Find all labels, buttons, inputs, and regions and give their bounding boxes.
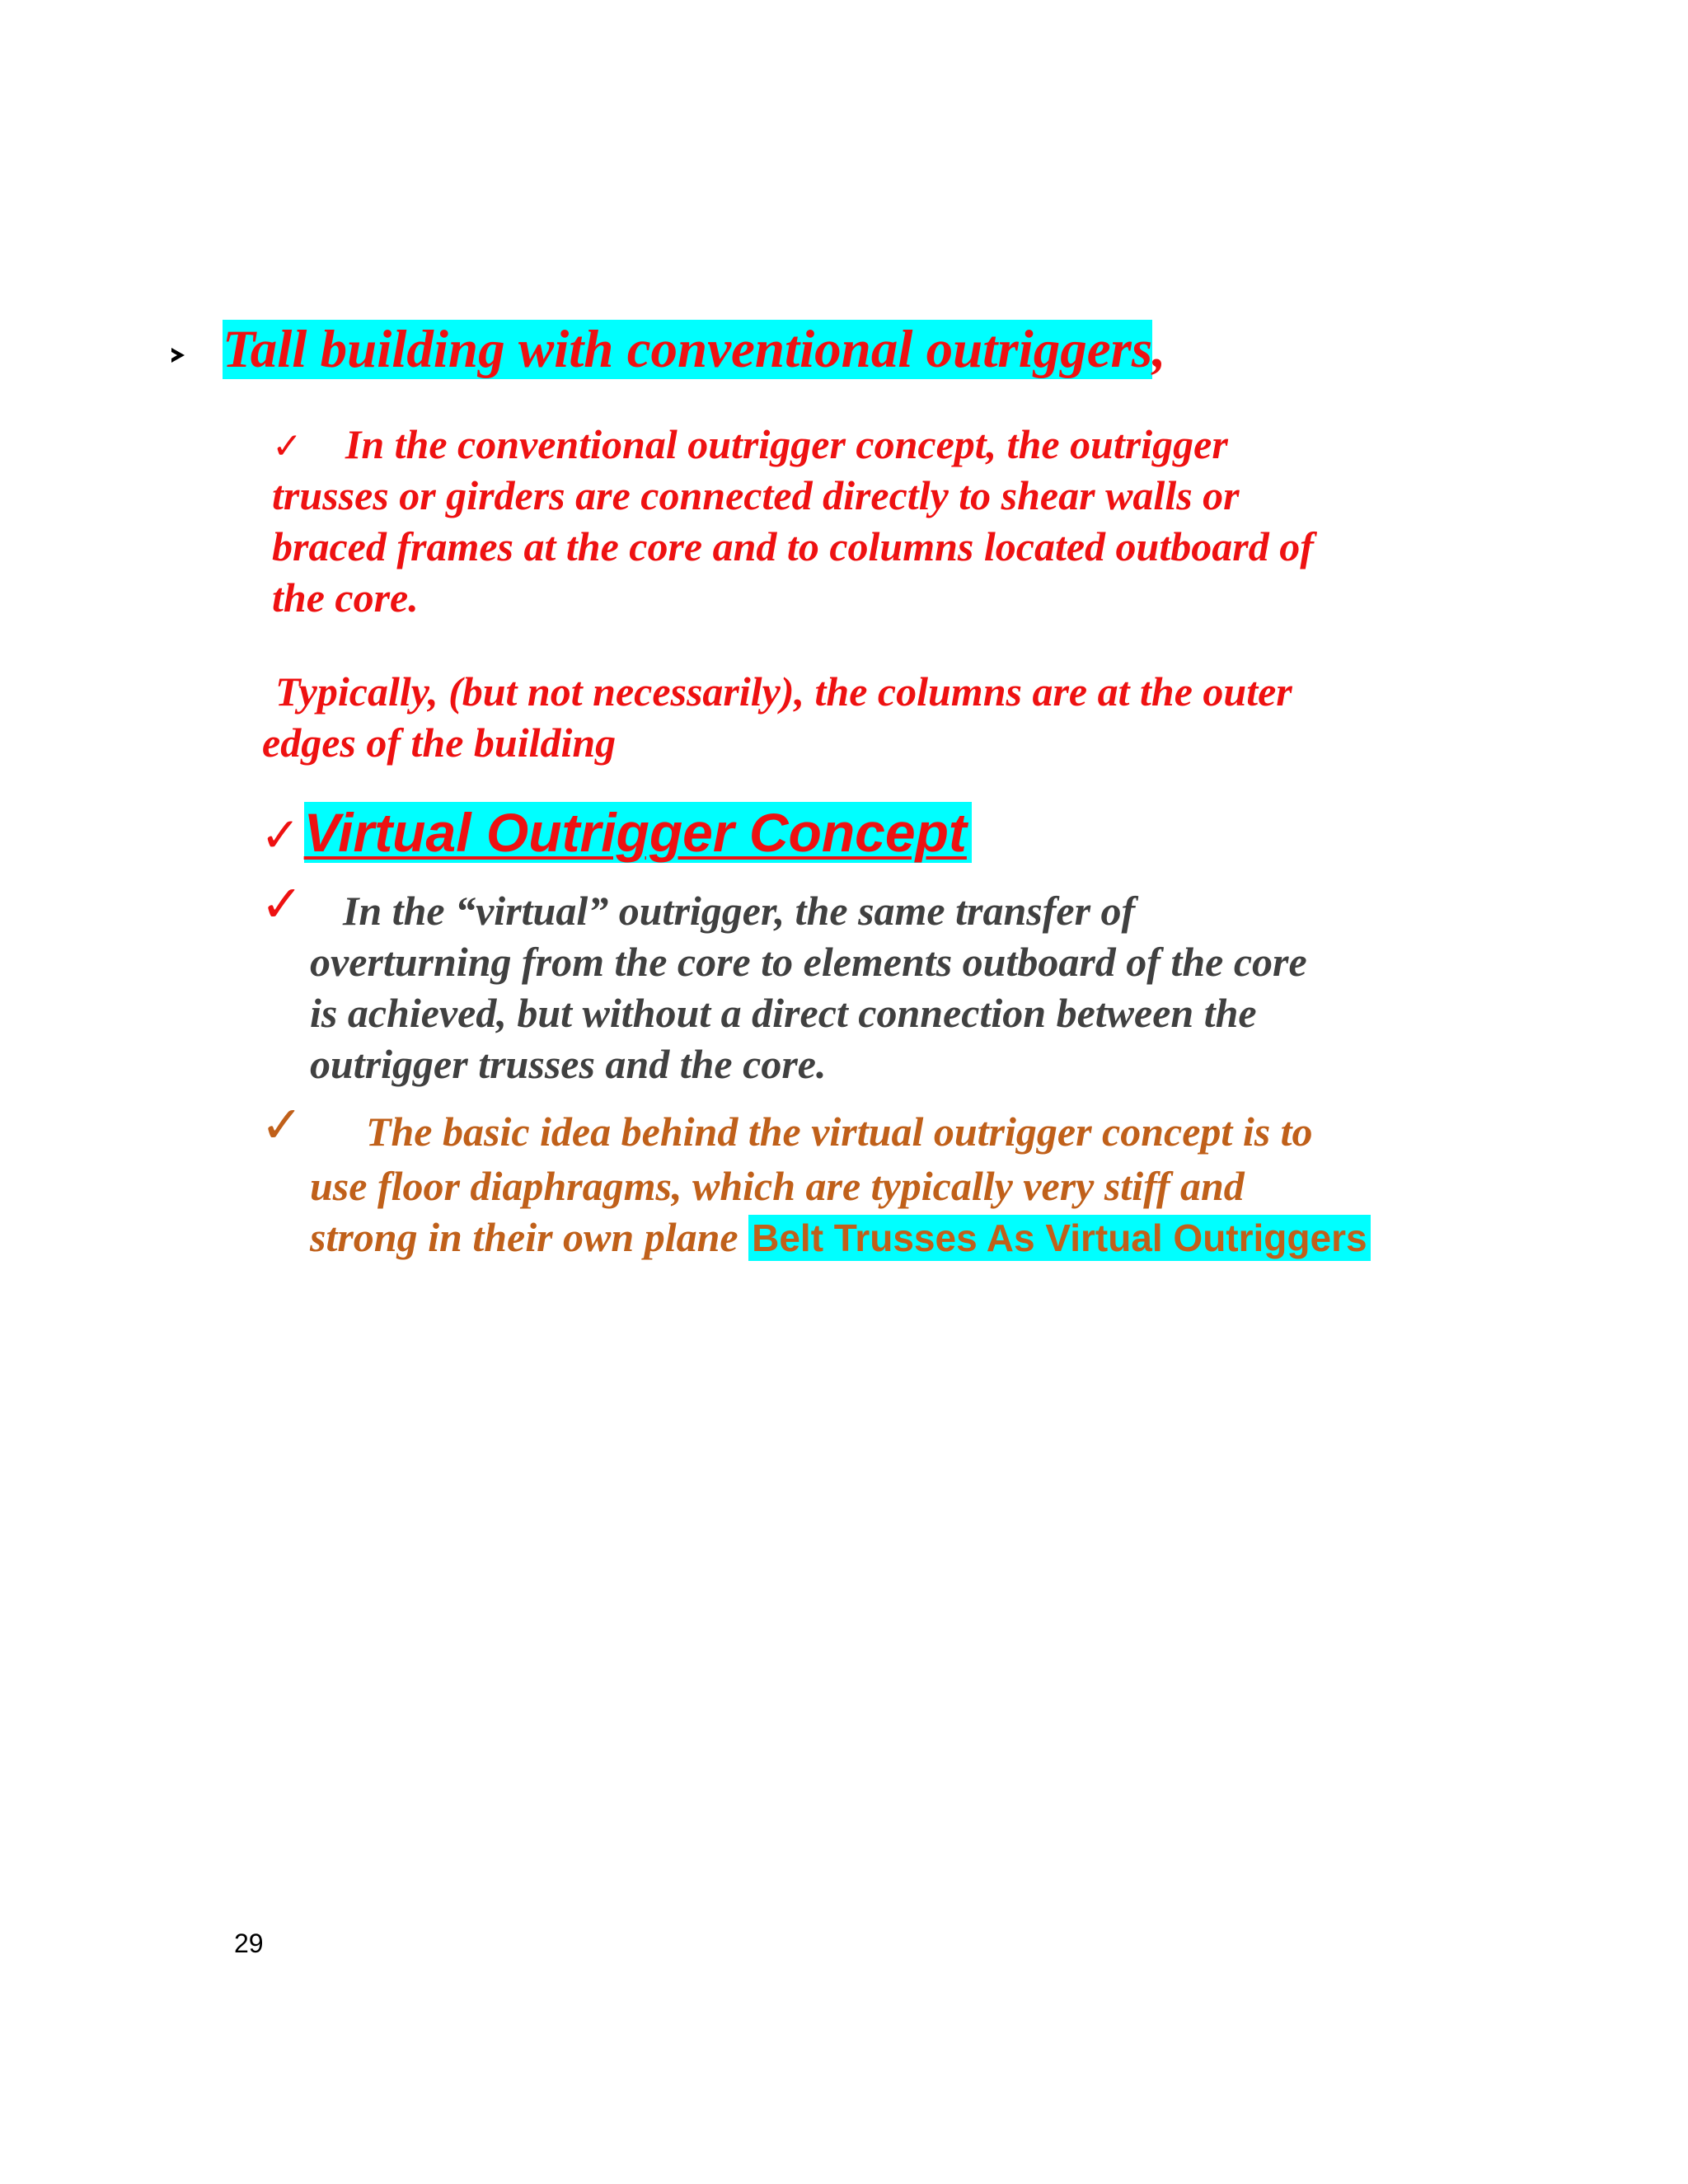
section-heading-virtual [260,798,972,867]
basic-idea-para-line-1 [260,1094,1313,1157]
arrowhead-bullet-icon [171,348,185,363]
para-text: In the conventional outrigger concept, the outrigger [345,421,1228,467]
conventional-para-line-1 [272,419,1228,472]
conventional-para-line-4: the core. [272,574,419,621]
checkmark-icon: ✓ [260,807,301,863]
page-number: 29 [234,1929,264,1958]
virtual-para-line-3: is achieved, but without a direct connection between the [310,990,1257,1036]
heading-highlight: Virtual Outrigger Concept [304,802,972,863]
typically-para-line-1: Typically, (but not necessarily), the columns are at the outer [275,668,1292,715]
section-heading-conventional [223,316,1165,382]
basic-idea-para-line-3 [310,1212,1371,1263]
typically-para-line-2: edges of the building [262,719,617,766]
virtual-para-line-4: outrigger trusses and the core. [310,1041,827,1087]
heading-comma: , [1152,320,1166,379]
virtual-para-line-1 [260,874,1136,936]
checkmark-icon: ✓ [260,1094,303,1155]
para-text: In the “virtual” outrigger, the same transfer of [342,888,1136,934]
checkmark-icon: ✓ [260,874,303,934]
para-text: The basic idea behind the virtual outrigger concept is to [365,1108,1313,1155]
para-text: strong in their own plane [310,1214,738,1260]
conventional-para-line-3: braced frames at the core and to columns located outboard of [272,523,1314,569]
checkmark-icon: ✓ [272,425,302,467]
belt-trusses-highlight: Belt Trusses As Virtual Outriggers [748,1215,1370,1261]
conventional-para-line-2: trusses or girders are connected directly to shear walls or [272,472,1240,518]
virtual-para-line-2: overturning from the core to elements outboard of the core [310,939,1307,985]
heading-highlight: Tall building with conventional outriggers [223,320,1153,379]
basic-idea-para-line-2: use floor diaphragms, which are typically very stiff and [310,1163,1245,1209]
